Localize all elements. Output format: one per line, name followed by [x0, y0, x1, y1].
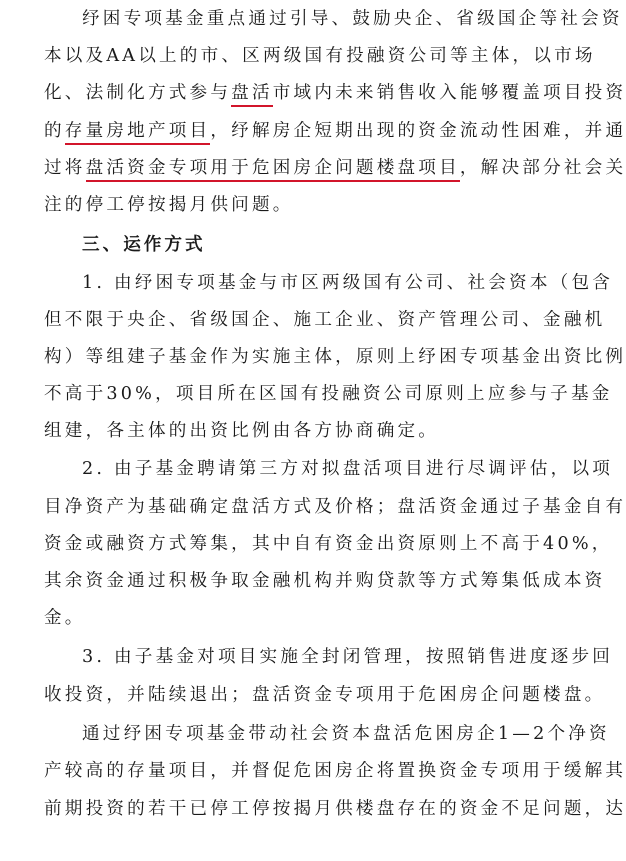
- text-line: 但不限于央企、省级国企、施工企业、资产管理公司、金融机: [44, 310, 606, 330]
- section-heading: 三、运作方式: [82, 235, 206, 255]
- text-segment: 化、法制化方式参与: [44, 83, 232, 103]
- text-line: [44, 120, 626, 142]
- text-line: 产较高的存量项目，并督促危困房企将置换资金专项用于缓解其: [44, 761, 626, 781]
- text-line: [44, 157, 626, 179]
- text-line: 通过纾困专项基金带动社会资本盘活危困房企1—2个净资: [82, 724, 610, 744]
- text-line: 3. 由子基金对项目实施全封闭管理，按照销售进度逐步回: [82, 647, 614, 667]
- text-segment: ，解决部分社会关: [459, 158, 626, 178]
- text-segment: 过将: [44, 158, 86, 178]
- text-line: 目净资产为基础确定盘活方式及价格；盘活资金通过子基金自有: [44, 497, 626, 517]
- text-line: 1. 由纾困专项基金与市区两级国有公司、社会资本（包含: [82, 273, 614, 293]
- text-line: [44, 82, 626, 104]
- text-segment: 市域内未来销售收入能够覆盖项目投资: [272, 83, 626, 103]
- text-line: 金。: [44, 608, 86, 628]
- underlined-text: 盘活: [231, 83, 273, 107]
- text-line: 其余资金通过积极争取金融机构并购贷款等方式筹集低成本资: [44, 571, 606, 591]
- text-line: 注的停工停按揭月供问题。: [44, 195, 294, 215]
- text-line: 纾困专项基金重点通过引导、鼓励央企、省级国企等社会资: [82, 9, 623, 29]
- underlined-text: 存量房地产项目: [65, 121, 211, 145]
- text-line: 2. 由子基金聘请第三方对拟盘活项目进行尽调评估，以项: [82, 459, 614, 479]
- text-line: 资金或融资方式筹集，其中自有资金出资原则上不高于40%，: [44, 534, 613, 554]
- text-line: 组建，各主体的出资比例由各方协商确定。: [44, 421, 440, 441]
- text-line: 不高于30%，项目所在区国有投融资公司原则上应参与子基金: [44, 384, 613, 404]
- text-segment: ，纾解房企短期出现的资金流动性困难，并通: [210, 121, 626, 141]
- text-line: 本以及AA以上的市、区两级国有投融资公司等主体，以市场: [44, 46, 596, 66]
- text-segment: 的: [44, 121, 65, 141]
- text-line: 收投资，并陆续退出；盘活资金专项用于危困房企问题楼盘。: [44, 685, 606, 705]
- text-line: 构）等组建子基金作为实施主体，原则上纾困专项基金出资比例: [44, 347, 626, 367]
- underlined-text: 盘活资金专项用于危困房企问题楼盘项目: [86, 158, 460, 182]
- text-line: 前期投资的若干已停工停按揭月供楼盘存在的资金不足问题，达: [44, 799, 626, 819]
